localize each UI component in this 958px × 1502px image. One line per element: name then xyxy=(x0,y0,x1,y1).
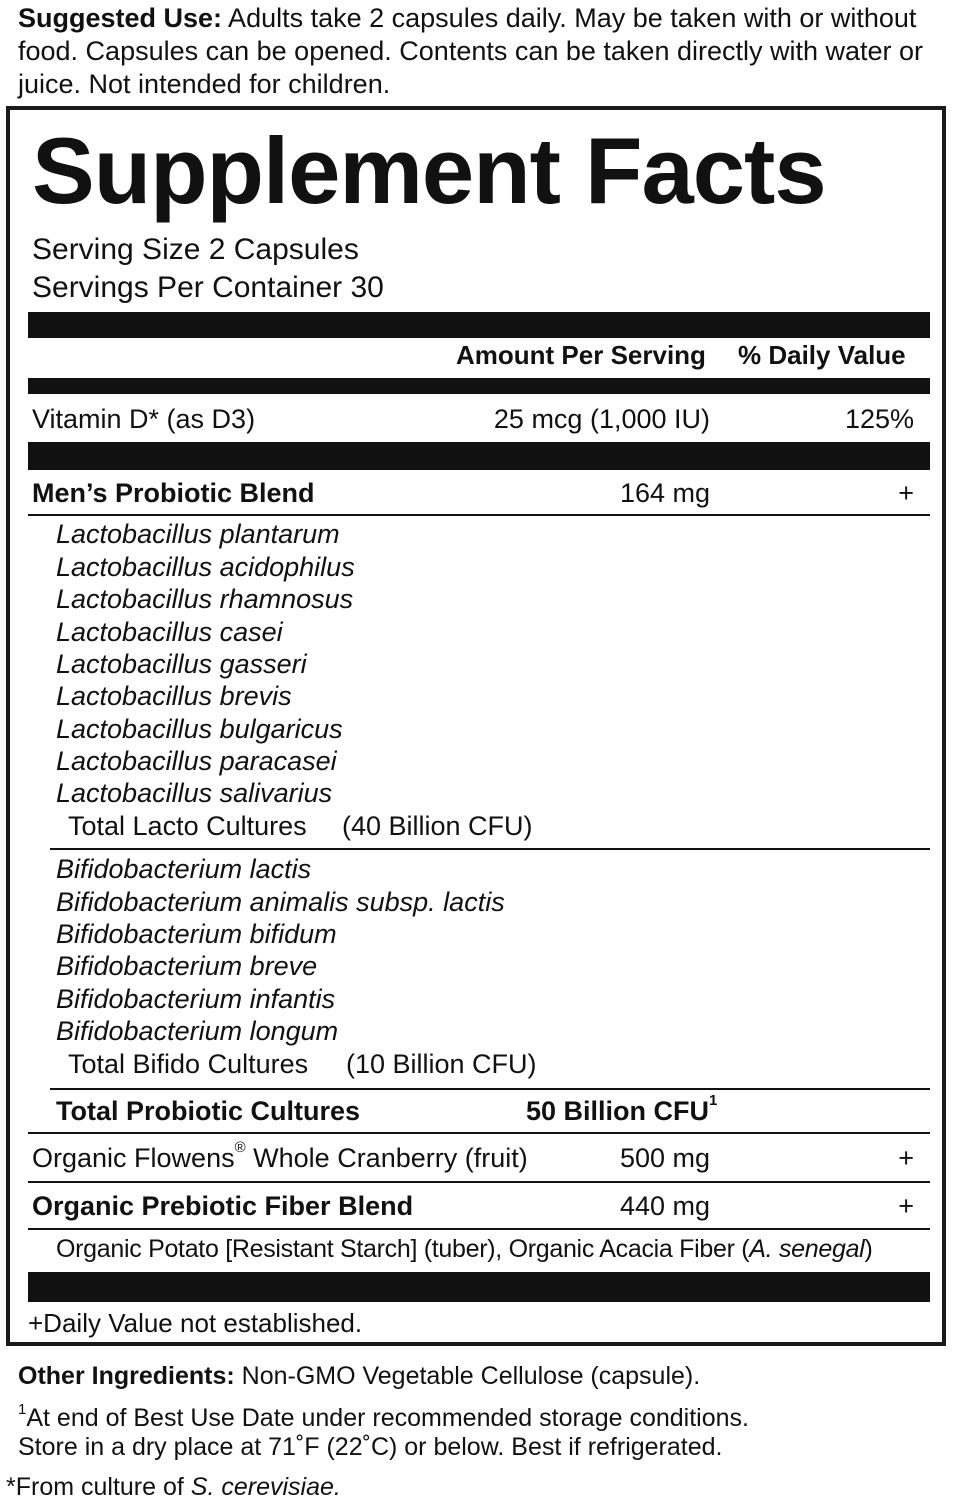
probiotic-blend-amount: 164 mg xyxy=(619,478,710,508)
lacto-strain: Lactobacillus rhamnosus xyxy=(56,584,354,614)
prebiotic-detail-species: A. senegal xyxy=(749,1235,865,1263)
total-probiotic-amount: 50 Billion CFU xyxy=(526,1096,710,1126)
footnote-2-species: S. cerevisiae. xyxy=(190,1473,341,1501)
bifido-strain: Bifidobacterium longum xyxy=(56,1016,339,1046)
footnote-1-line-2: Store in a dry place at 71˚F (22˚C) or below. Best if refrigerated. xyxy=(18,1433,723,1461)
cranberry-name-b: Whole Cranberry (fruit) xyxy=(245,1143,528,1173)
lacto-strain: Lactobacillus acidophilus xyxy=(56,552,355,582)
footnote-1-line-1 xyxy=(18,1403,749,1433)
suggested-use-text xyxy=(18,2,948,101)
suggested-use-body: Adults take 2 capsules daily. May be taken with or without food. Capsules can be opened. Contents can be taken directly with water or juice. Not intended for children. xyxy=(18,3,924,99)
lacto-strain: Lactobacillus paracasei xyxy=(56,746,337,776)
panel-title: Supplement Facts xyxy=(32,118,826,223)
serving-size: Serving Size 2 Capsules xyxy=(32,233,359,266)
vitamin-d-dv: 125% xyxy=(844,404,914,434)
column-header-amount: Amount Per Serving xyxy=(456,340,706,370)
bifido-strain: Bifidobacterium animalis subsp. lactis xyxy=(56,887,505,917)
footnote-1-text: At end of Best Use Date under recommended storage conditions. xyxy=(26,1404,749,1432)
cranberry-amount: 500 mg xyxy=(619,1143,710,1173)
supplement-facts-panel xyxy=(6,106,946,1346)
prebiotic-amount: 440 mg xyxy=(619,1191,710,1221)
lacto-total-label: Total Lacto Cultures xyxy=(68,811,307,841)
lacto-strain: Lactobacillus plantarum xyxy=(56,519,340,549)
rule-after-lacto xyxy=(50,848,930,850)
thick-divider-top xyxy=(28,312,930,338)
registered-mark: ® xyxy=(234,1139,246,1156)
prebiotic-detail-close: ) xyxy=(864,1235,873,1263)
rule-after-cranberry xyxy=(28,1181,930,1183)
other-ingredients-text: Non-GMO Vegetable Cellulose (capsule). xyxy=(234,1362,701,1390)
vitamin-d-name: Vitamin D* (as D3) xyxy=(32,404,256,434)
bifido-strain: Bifidobacterium breve xyxy=(56,951,318,981)
vitamin-d-amount: 25 mcg (1,000 IU) xyxy=(493,404,710,434)
medium-divider xyxy=(28,378,930,394)
total-probiotic-value xyxy=(526,1094,717,1128)
cranberry-name-a: Organic Flowens xyxy=(32,1143,235,1173)
rule-under-blend xyxy=(28,514,930,516)
total-probiotic-label: Total Probiotic Cultures xyxy=(56,1096,361,1126)
footnote-2-text: *From culture of xyxy=(6,1473,191,1501)
other-ingredients-label: Other Ingredients: xyxy=(18,1362,235,1390)
lacto-strain: Lactobacillus gasseri xyxy=(56,649,307,679)
rule-after-total xyxy=(28,1132,930,1134)
servings-per-container: Servings Per Container 30 xyxy=(32,271,384,304)
lacto-strain: Lactobacillus salivarius xyxy=(56,778,333,808)
footnote-1-marker: 1 xyxy=(18,1401,27,1418)
lacto-strain: Lactobacillus brevis xyxy=(56,681,292,711)
bifido-strain: Bifidobacterium lactis xyxy=(56,854,312,884)
thick-divider-bottom xyxy=(28,1272,930,1302)
cranberry-name xyxy=(32,1141,528,1175)
probiotic-blend-name: Men’s Probiotic Blend xyxy=(32,478,315,508)
probiotic-blend-dv: + xyxy=(898,478,914,508)
lacto-total-value: (40 Billion CFU) xyxy=(342,811,533,841)
lacto-strain: Lactobacillus casei xyxy=(56,617,283,647)
other-ingredients xyxy=(18,1361,700,1391)
footnote-marker: 1 xyxy=(709,1092,718,1109)
cranberry-dv: + xyxy=(898,1143,914,1173)
prebiotic-dv: + xyxy=(898,1191,914,1221)
bifido-strain: Bifidobacterium infantis xyxy=(56,984,336,1014)
prebiotic-name: Organic Prebiotic Fiber Blend xyxy=(32,1191,414,1221)
lacto-strain: Lactobacillus bulgaricus xyxy=(56,714,343,744)
footnote-2 xyxy=(6,1472,341,1502)
bifido-total-label: Total Bifido Cultures xyxy=(68,1049,309,1079)
rule-after-bifido xyxy=(50,1088,930,1090)
thick-divider-mid xyxy=(28,442,930,470)
prebiotic-detail xyxy=(56,1232,872,1266)
daily-value-note: +Daily Value not established. xyxy=(28,1308,363,1338)
rule-after-prebiotic xyxy=(28,1228,930,1230)
suggested-use-label: Suggested Use: xyxy=(18,3,223,33)
column-header-daily-value: % Daily Value xyxy=(738,340,906,370)
bifido-total-value: (10 Billion CFU) xyxy=(346,1049,537,1079)
bifido-strain: Bifidobacterium bifidum xyxy=(56,919,337,949)
prebiotic-detail-text: Organic Potato [Resistant Starch] (tuber), Organic Acacia Fiber ( xyxy=(56,1235,750,1263)
